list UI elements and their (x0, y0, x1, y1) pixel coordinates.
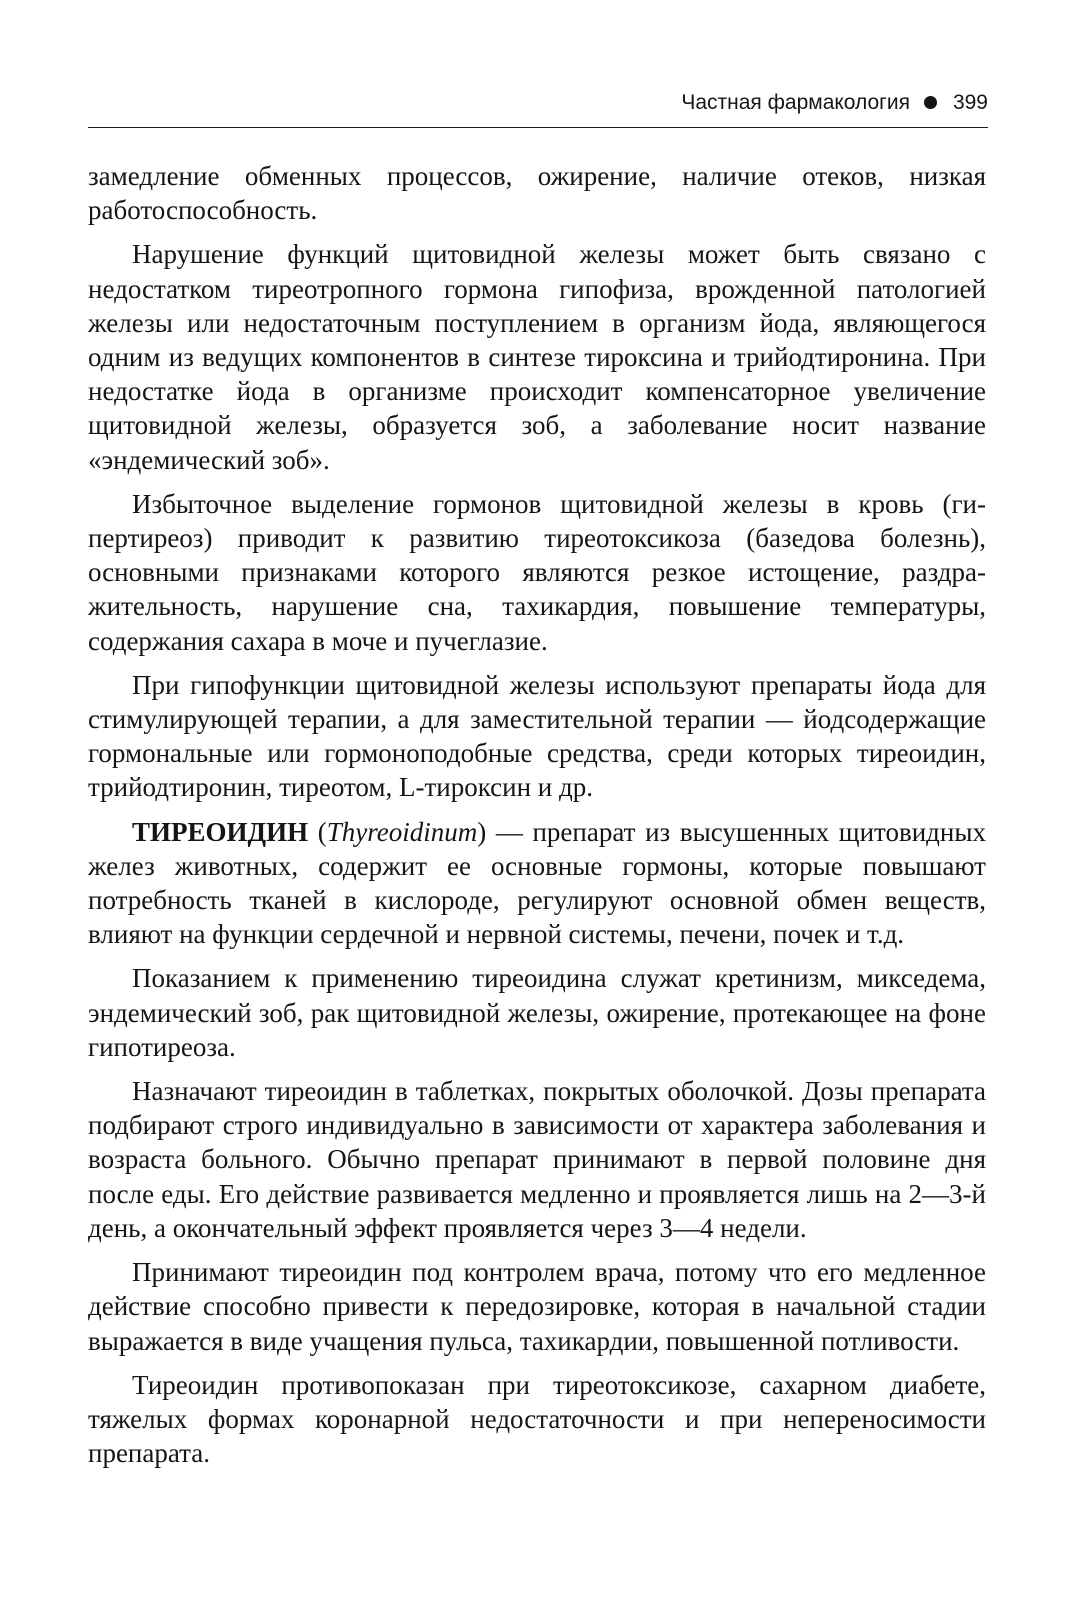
paragraph: Назначают тиреоидин в таблетках, покрытых оболочкой. Дозы препарата подбирают строго индивидуально в зависимости от характера заболевания и возраста больного. Обычно препарат принимают в первой половине дня после еды. Его действие развивается медленно и проявляется лишь на 2—3-й день, а окончательный эффект проявляется через 3—4 недели. (88, 1076, 986, 1243)
paragraph: При гипофункции щитовидной железы используют препараты йода для стимулирующей терапии, а для заместительной терапии — йодсодержащие гормональные или гормоноподобные средства, среди которых тиреоидин, трийодтиронин, тиреотом, L-тироксин и др. (88, 669, 986, 803)
running-header (88, 88, 988, 118)
paragraph: замедление обменных процессов, ожирение, наличие отеков, низкая работоспособность. (88, 161, 986, 226)
latin-name: Thyreoidinum (326, 816, 478, 847)
bullet-separator-icon (924, 96, 937, 109)
paragraph: Принимают тиреоидин под контролем врача, потому что его медленное действие способно привести к передозировке, которая в начальной стадии выражается в виде учащения пульса, тахикардии, повышенной потливости. (88, 1257, 986, 1356)
paragraph: Показанием к применению тиреоидина служат кретинизм, микседема, эндемический зоб, рак щитовидной железы, ожирение, протекающее на фоне гипотиреоза. (88, 963, 986, 1062)
paren-close: ) (477, 816, 487, 847)
drug-description: — препарат из высушенных щитовидных желез животных, содержит ее основные гормоны, которые повышают потребность тканей в кислороде, регулируют основной обмен веществ, влияют на функции сердечной и нервной системы, печени, почек и т.д. (88, 816, 986, 950)
section-title: Частная фармакология (681, 91, 910, 114)
paren-open: ( (308, 816, 327, 847)
page-number: 399 (952, 91, 988, 114)
paragraph: Тиреоидин противопоказан при тиреотоксикозе, сахарном диабете, тяжелых формах коронарной недостаточности и при непереносимости препарата. (88, 1369, 986, 1469)
drug-name: ТИРЕОИДИН (132, 816, 309, 847)
body-text (88, 159, 986, 1480)
header-rule (88, 127, 988, 128)
paragraph: Избыточное выделение гормонов щитовидной железы в кровь (гипертиреоз) приводит к развитию тиреотоксикоза (базедова болезнь), основными признаками которого являются резкое истощение, раздражительность, нарушение сна, тахикардия, повышение температуры, содержания сахара в моче и пучеглазие. (88, 488, 986, 656)
paragraph: Нарушение функций щитовидной железы может быть связано с недостатком тиреотропного гормона гипофиза, врожденной патологией железы или недостаточным поступлением в организм йода, являющегося одним из ведущих компонентов в синтезе тироксина и трийодтиронина. При недостатке йода в организме происходит компенсаторное увеличение щитовидной железы, образуется зоб, а заболевание носит название «эндемический зоб». (88, 239, 986, 475)
paragraph-drug-entry (88, 815, 986, 952)
